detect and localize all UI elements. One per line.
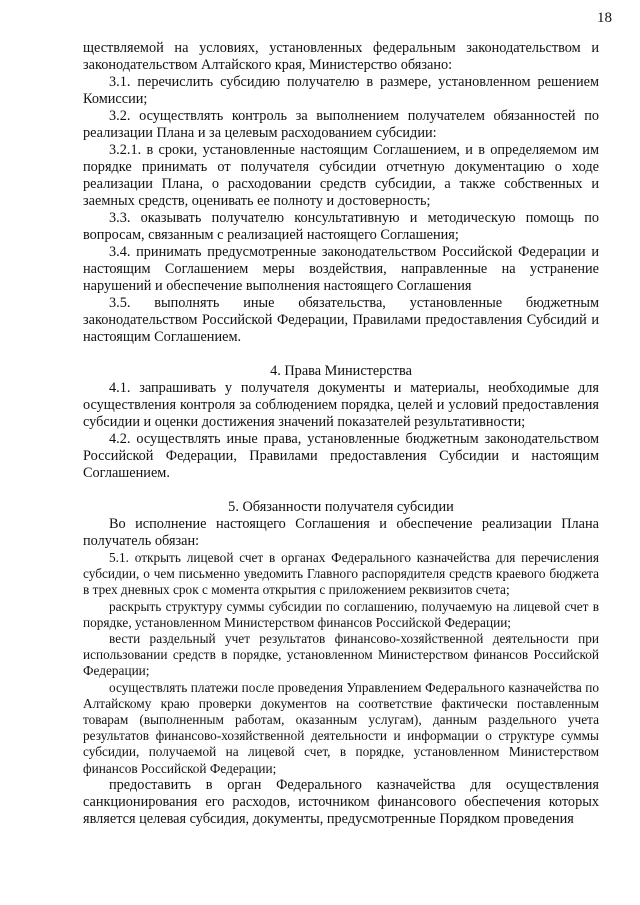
paragraph-5-account-structure: раскрыть структуру суммы субсидии по соглашению, получаемую на лицевой счет в порядке, установленном Министерством финансов Российской Федерации; bbox=[83, 598, 599, 630]
section-4-heading: 4. Права Министерства bbox=[270, 363, 412, 379]
paragraph-intro: ществляемой на условиях, установленных федеральным законодательством и законодательством Алтайского края, Министерство обязано: bbox=[83, 40, 599, 73]
paragraph-4-2: 4.2. осуществлять иные права, установленные бюджетным законодательством Российской Федерации, Правилами предоставления Субсидии и настоящим Соглашением. bbox=[83, 431, 599, 481]
paragraph-3-5: 3.5. выполнять иные обязательства, установленные бюджетным законодательством Российской Федерации, Правилами предоставления Субсидий и настоящим Соглашением. bbox=[83, 295, 599, 345]
document-body bbox=[83, 40, 599, 828]
section-gap bbox=[83, 346, 599, 363]
paragraph-5-payments: осуществлять платежи после проведения Управлением Федерального казначейства по Алтайскому краю проверки документов на соответствие фактически поставленным товарам (выполненным работам, оказанным услугам), данным раздельного учета результатов финансово-хозяйственной деятельности и информации о структуре суммы субсидии, получаемой на лицевой счет, в порядке, установленном Министерством финансов Российской Федерации; bbox=[83, 679, 599, 776]
paragraph-3-1: 3.1. перечислить субсидию получателю в размере, установленном решением Комиссии; bbox=[83, 74, 599, 107]
section-5-heading: 5. Обязанности получателя субсидии bbox=[228, 499, 454, 515]
paragraph-5-intro: Во исполнение настоящего Соглашения и обеспечение реализации Плана получатель обязан: bbox=[83, 516, 599, 549]
paragraph-3-2: 3.2. осуществлять контроль за выполнением получателем обязанностей по реализации Плана и за целевым расходованием субсидии: bbox=[83, 108, 599, 141]
section-gap bbox=[83, 482, 599, 499]
paragraph-5-treasury-documents: предоставить в орган Федерального казначейства для осуществления санкционирования его расходов, источником финансового обеспечения которых является целевая субсидия, документы, предусмотренные Порядком проведения bbox=[83, 776, 599, 827]
paragraph-4-1: 4.1. запрашивать у получателя документы и материалы, необходимые для осуществления контроля за соблюдением порядка, целей и условий предоставления субсидии и оценки достижения значений показателей результативности; bbox=[83, 380, 599, 430]
paragraph-3-4: 3.4. принимать предусмотренные законодательством Российской Федерации и настоящим Соглашением меры воздействия, направленные на устранение нарушений и обеспечение выполнения настоящего Соглашения bbox=[83, 244, 599, 294]
paragraph-5-1: 5.1. открыть лицевой счет в органах Федерального казначейства для перечисления субсидии, о чем письменно уведомить Главного распорядителя средств краевого бюджета в трех дневных срок с момента открытия с приложением реквизитов счета; bbox=[83, 550, 599, 598]
page-number: 18 bbox=[597, 10, 612, 26]
paragraph-3-3: 3.3. оказывать получателю консультативную и методическую помощь по вопросам, связанным с реализацией настоящего Соглашения; bbox=[83, 210, 599, 243]
paragraph-5-separate-accounting: вести раздельный учет результатов финансово-хозяйственной деятельности при использовании средств в порядке, установленном Министерством финансов Российской Федерации; bbox=[83, 631, 599, 679]
paragraph-3-2-1: 3.2.1. в сроки, установленные настоящим Соглашением, и в определяемом им порядке принимать от получателя субсидии отчетную документацию о ходе реализации Плана, о расходовании средств субсидии, а также собственных и заемных средств, оценивать ее полноту и достоверность; bbox=[83, 142, 599, 209]
